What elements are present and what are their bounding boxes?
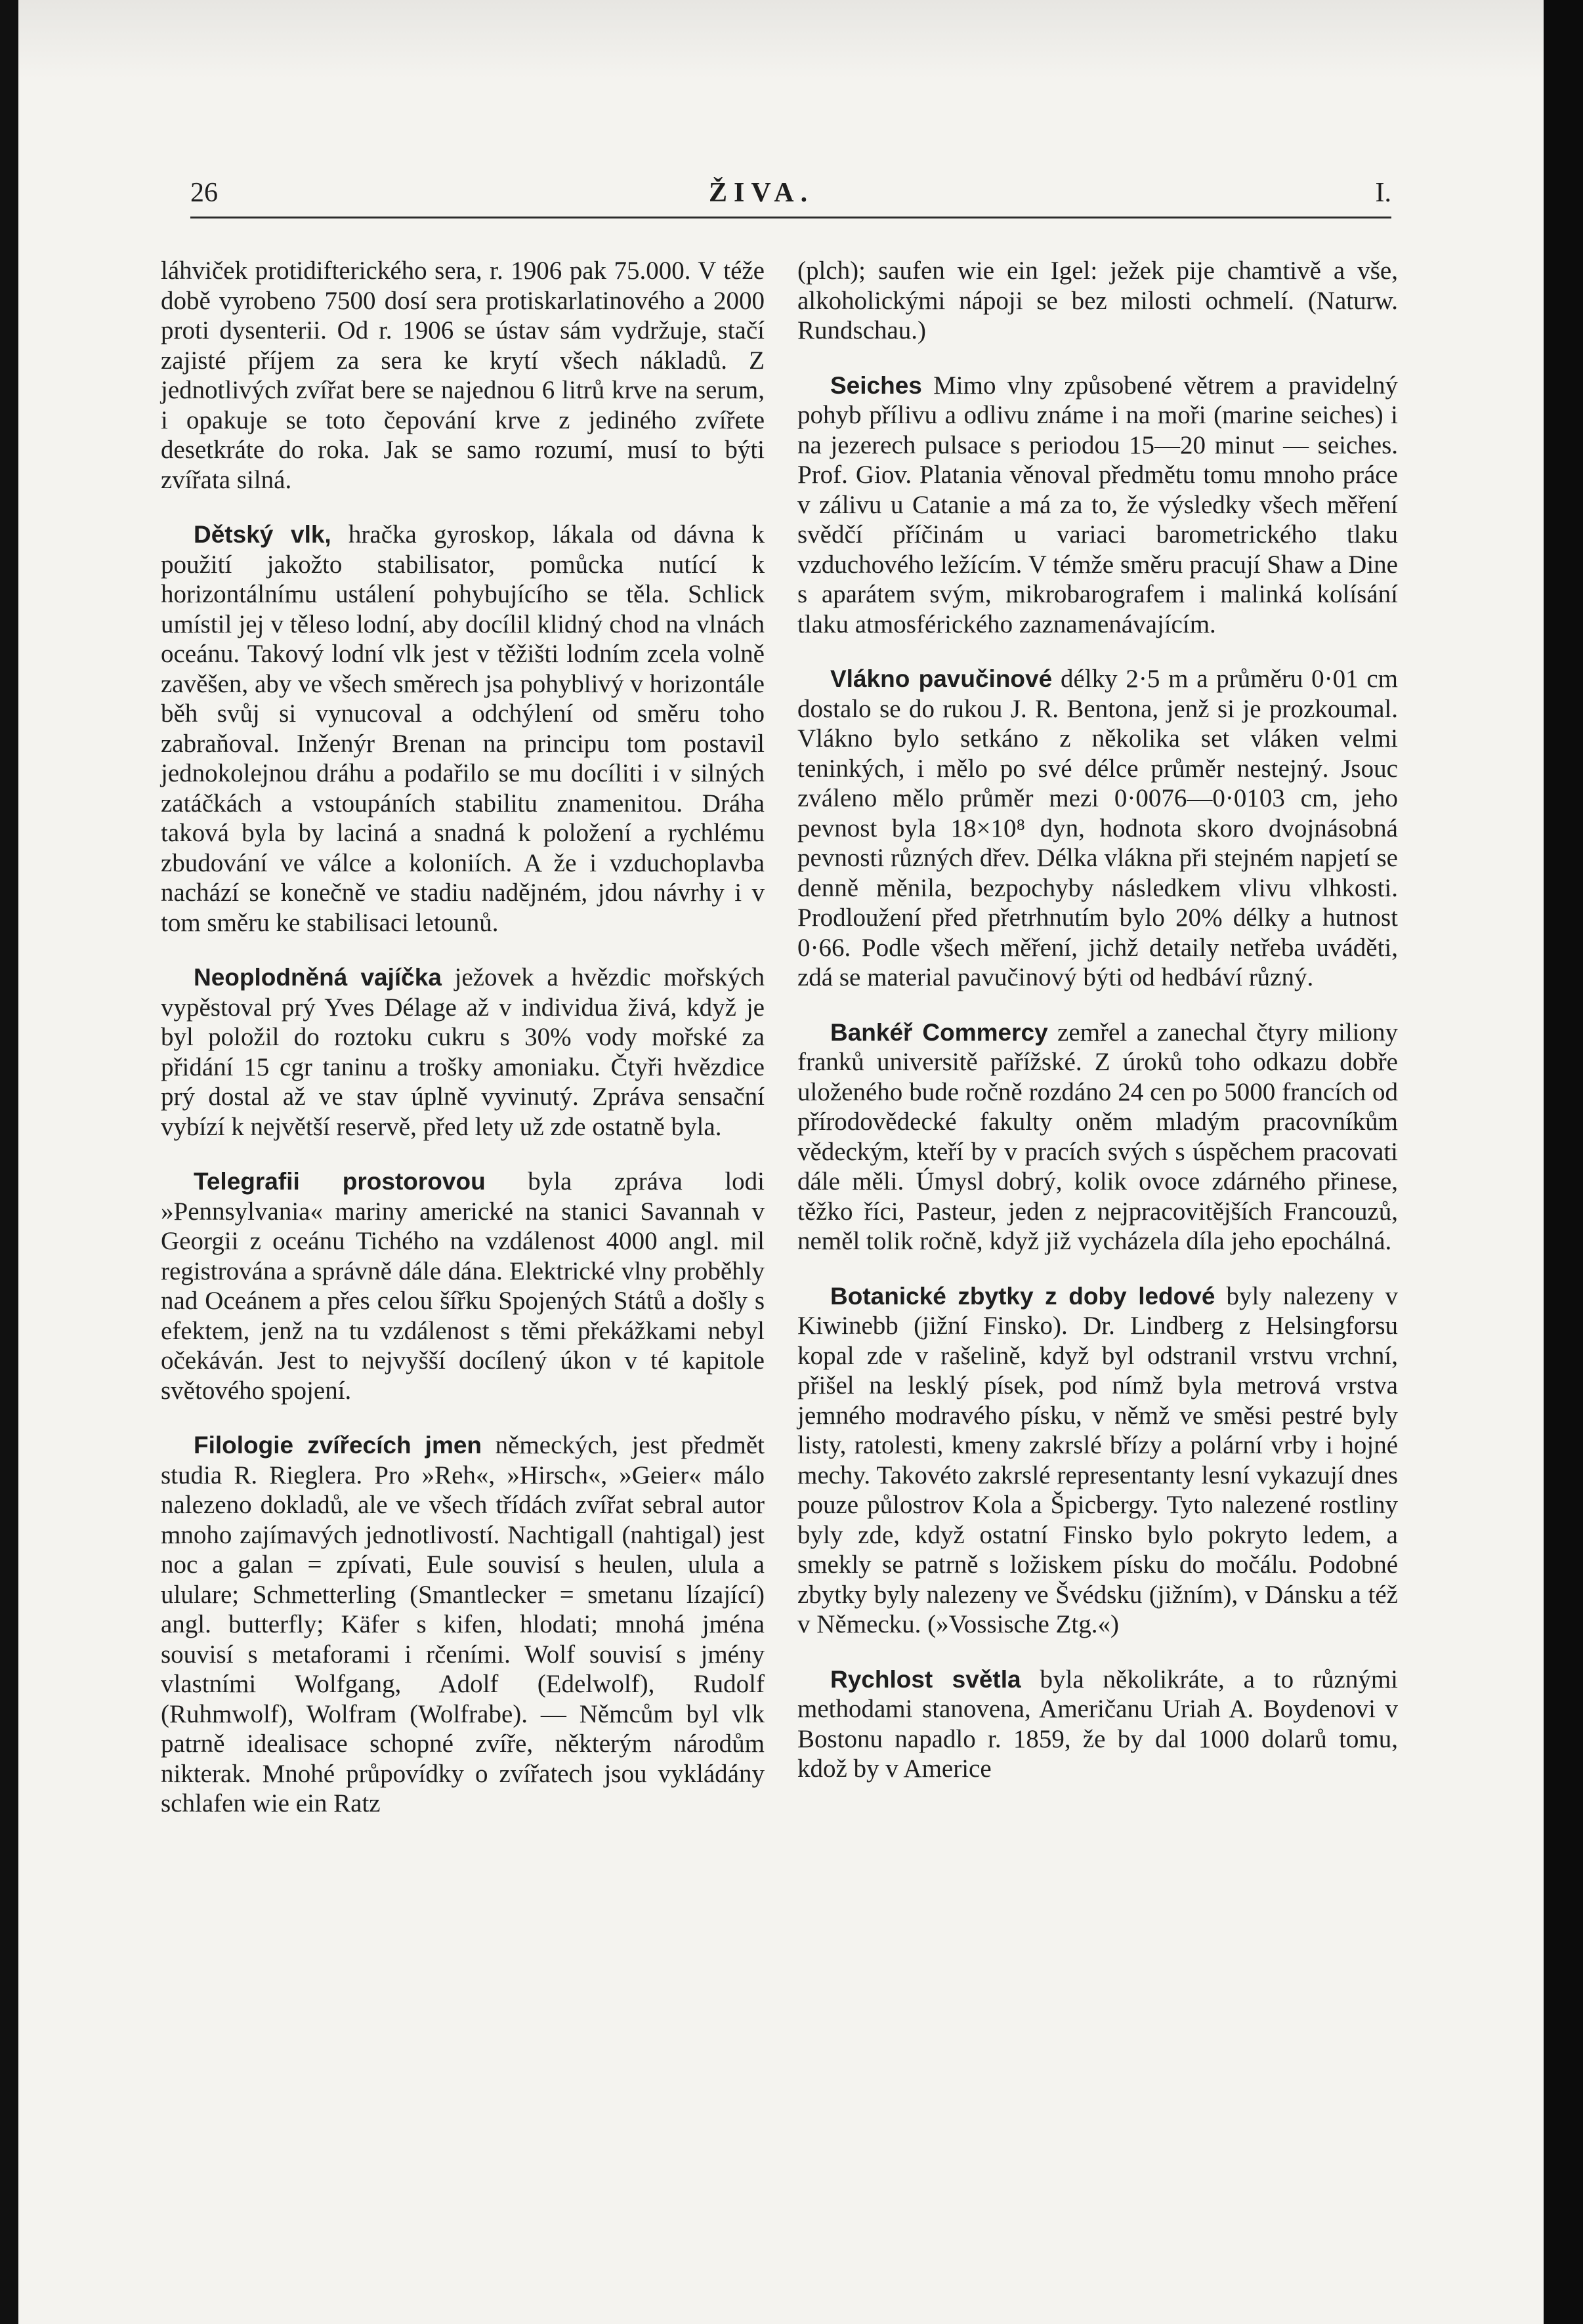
scan-border-left xyxy=(0,0,18,2324)
running-header xyxy=(190,177,1391,217)
paragraph-text: láhviček protidifterického sera, r. 1906 pak 75.000. V téže době vyrobeno 7500 dosí sera protiskarlatinového a 2000 proti dysenterii. Od r. 1906 se ústav sám vydržuje, stačí zajisté příjem za sera ke krytí všech nákladů. Z jednotlivých zvířat bere se najednou 6 litrů krve na serum, i opakuje se toto čepování krve z jediného zvířete desetkráte do roka. Jak se samo rozumí, musí to býti zvířata silná. xyxy=(161,257,765,494)
paragraph-lead: Bankéř Commercy xyxy=(830,1018,1048,1046)
article-paragraph xyxy=(797,256,1398,346)
paragraph-text: německých, jest předmět studia R. Rieglera. Pro »Reh«, »Hirsch«, »Geier« málo nalezeno dokladů, ale ve všech třídách zvířat sebral autor mnoho zajímavých jednotlivostí. Nachtigall (nahtigal) jest noc a galan = zpívati, Eule souvisí s heulen, ulula a ululare; Schmetterling (Smantlecker = smetanu lízající) angl. butterfly; Käfer s kifen, hlodati; mnohá jména souvisí s metaforami i rčeními. Wolf souvisí s jmény vlastními Wolfgang, Adolf (Edelwolf), Rudolf (Ruhmwolf), Wolfram (Wolfrabe). — Němcům byl vlk patrně idealisace schopné zvíře, některým národům nikterak. Mnohé průpovídky o zvířatech jsou vykládány schlafen wie ein Ratz xyxy=(161,1431,765,1817)
article-paragraph xyxy=(797,1018,1398,1256)
article-paragraph xyxy=(161,1167,765,1405)
paragraph-text: ježovek a hvězdic mořských vypěstoval prý Yves Délage až v individua živá, když je byl položil do roztoku cukru s 30% vody mořské za přidání 15 cgr taninu a trošky amoniaku. Čtyři hvězdice prý dostal až ve stav úplně vyvinutý. Zpráva sensační vybízí k největší reservě, před lety už zde ostatně byla. xyxy=(161,963,765,1141)
paragraph-text: zemřel a zanechal čtyry miliony franků universitě pařížské. Z úroků toho odkazu dobře uloženého bude ročně rozdáno 24 cen po 5000 francích od přírodovědecké fakulty oněm mladým pracovníkům vědeckým, kteří by v pracích svých s úspěchem pracovati dále měli. Úmysl dobrý, kolik ovoce zdárného přinese, těžko říci, Pasteur, jeden z nejpracovitějších Francouzů, neměl tolik ročně, když již vycházela díla jeho epochálná. xyxy=(797,1018,1399,1255)
paragraph-text: délky 2·5 m a průměru 0·01 cm dostalo se do rukou J. R. Bentona, jenž si je prozkoumal. Vlákno bylo setkáno z několika set vláken velmi teninkých, i mělo po své délce průměr nestejný. Jsouc zváleno mělo průměr mezi 0·0076—0·0103 cm, jeho pevnost byla 18×10⁸ dyn, hodnota skoro dvojnásobná pevnosti různých dřev. Délka vlákna při stejném napjetí se denně měnila, bezpochyby následkem vlivu vlhkosti. Prodloužení před přetrhnutím bylo 20% délky a hutnost 0·66. Podle všech měření, jichž detaily netřeba uváděti, zdá se material pavučinový býti od hedbáví různý. xyxy=(797,665,1399,991)
paragraph-lead: Filologie zvířecích jmen xyxy=(194,1432,482,1459)
paragraph-text: byla zpráva lodi »Pennsylvania« mariny americké na stanici Savannah v Georgii z oceánu Tichého na vzdálenost 4000 angl. mil registrována a správně dále dána. Elektrické vlny proběhly nad Oceánem a přes celou šířku Spojených Států a došly s efektem, jenž na tu vzdálenost s těmi překážkami nebyl očekáván. Jest to nejvyšší docílený úkon v té kapitole světového spojení. xyxy=(161,1167,765,1405)
paragraph-text: byla několikráte, a to různými methodami stanovena, Američanu Uriah A. Boydenovi v Bostonu napadlo r. 1859, že by dal 1000 dolarů tomu, kdož by v Americe xyxy=(797,1665,1399,1783)
volume-number: I. xyxy=(1375,178,1391,208)
paragraph-lead: Botanické zbytky z doby ledové xyxy=(830,1282,1215,1310)
journal-title: ŽIVA. xyxy=(709,178,814,208)
article-paragraph xyxy=(161,963,765,1142)
paragraph-lead: Rychlost světla xyxy=(830,1665,1021,1693)
paragraph-text: Mimo vlny způsobené větrem a pravidelný pohyb přílivu a odlivu známe i na moři (marine seiches) i na jezerech pulsace s periodou 15—20 minut — seiches. Prof. Giov. Platania věnoval předmětu tomu mnoho práce v zálivu u Catanie a má za to, že výsledky všech měření svědčí příčinám u variaci barometrického tlaku vzduchového ležícím. V témže směru pracují Shaw a Dine s aparátem svým, mikrobarografem i malinká kolísání tlaku atmosférického zaznamenávajícím. xyxy=(797,371,1398,638)
left-column xyxy=(161,256,765,1844)
paragraph-text: (plch); saufen wie ein Igel: ježek pije chamtivě a vše, alkoholickými nápoji se bez milosti ochmelí. (Naturw. Rundschau.) xyxy=(797,257,1398,344)
article-paragraph xyxy=(797,1281,1398,1640)
article-paragraph xyxy=(797,664,1398,993)
paragraph-lead: Seiches xyxy=(830,371,922,399)
paragraph-lead: Neoplodněná vajíčka xyxy=(194,964,442,991)
header-rule xyxy=(190,217,1391,218)
article-paragraph xyxy=(161,256,765,495)
article-paragraph xyxy=(161,520,765,938)
scan-top-margin xyxy=(18,0,1544,79)
paragraph-lead: Dětský vlk, xyxy=(194,521,331,548)
article-paragraph xyxy=(797,1665,1398,1784)
article-paragraph xyxy=(161,1430,765,1819)
paragraph-text: byly nalezeny v Kiwinebb (jižní Finsko). Dr. Lindberg z Helsingforsu kopal zde v rašelině, když byl odstranil vrstvu vrchní, přišel na lesklý písek, pod nímž byla metrová vrstva jemného modravého písku, v němž ve směsi pestré byly listy, ratolesti, kmeny zakrslé břízy a polární vrby i hojné mechy. Takovéto zakrslé representanty lesní vykazují dnes pouze půlostrov Kola a Špicbergy. Tyto nalezené rostliny byly zde, když ostatní Finsko bylo pokryto ledem, a smekly se patrně s ložiskem písku do močálu. Podobné zbytky byly nalezeny ve Švédsku (jižním), v Dánsku a též v Německu. (»Vossische Ztg.«) xyxy=(797,1281,1398,1638)
article-paragraph xyxy=(797,371,1398,640)
right-column xyxy=(797,256,1398,1809)
page-number: 26 xyxy=(190,178,218,208)
paragraph-lead: Telegrafii prostorovou xyxy=(194,1168,486,1195)
scan-border-right xyxy=(1544,0,1583,2324)
paragraph-text: hračka gyroskop, lákala od dávna k použití jakožto stabilisator, pomůcka nutící k horizontálnímu ustálení pohybujícího se těla. Schlick umístil jej v těleso lodní, aby docílil klidný chod na vlnách oceánu. Takový lodní vlk jest v těžišti lodním zcela volně zavěšen, aby ve všech směrech jsa pohyblivý v horizontále běh svůj si vynucoval a odchýlení od směru toho zabraňoval. Inženýr Brenan na principu tom postavil jednokolejnou dráhu a podařilo se mu docíliti i v silných zatáčkách a vstoupáních stabilitu znamenitou. Dráha taková byla by laciná a snadná k položení a rychlému zbudování ve válce a koloniích. A že i vzduchoplavba nachází se konečně ve stadiu nadějném, jdou návrhy i v tom směru ke stabilisaci letounů. xyxy=(161,520,765,937)
paragraph-lead: Vlákno pavučinové xyxy=(830,665,1053,692)
